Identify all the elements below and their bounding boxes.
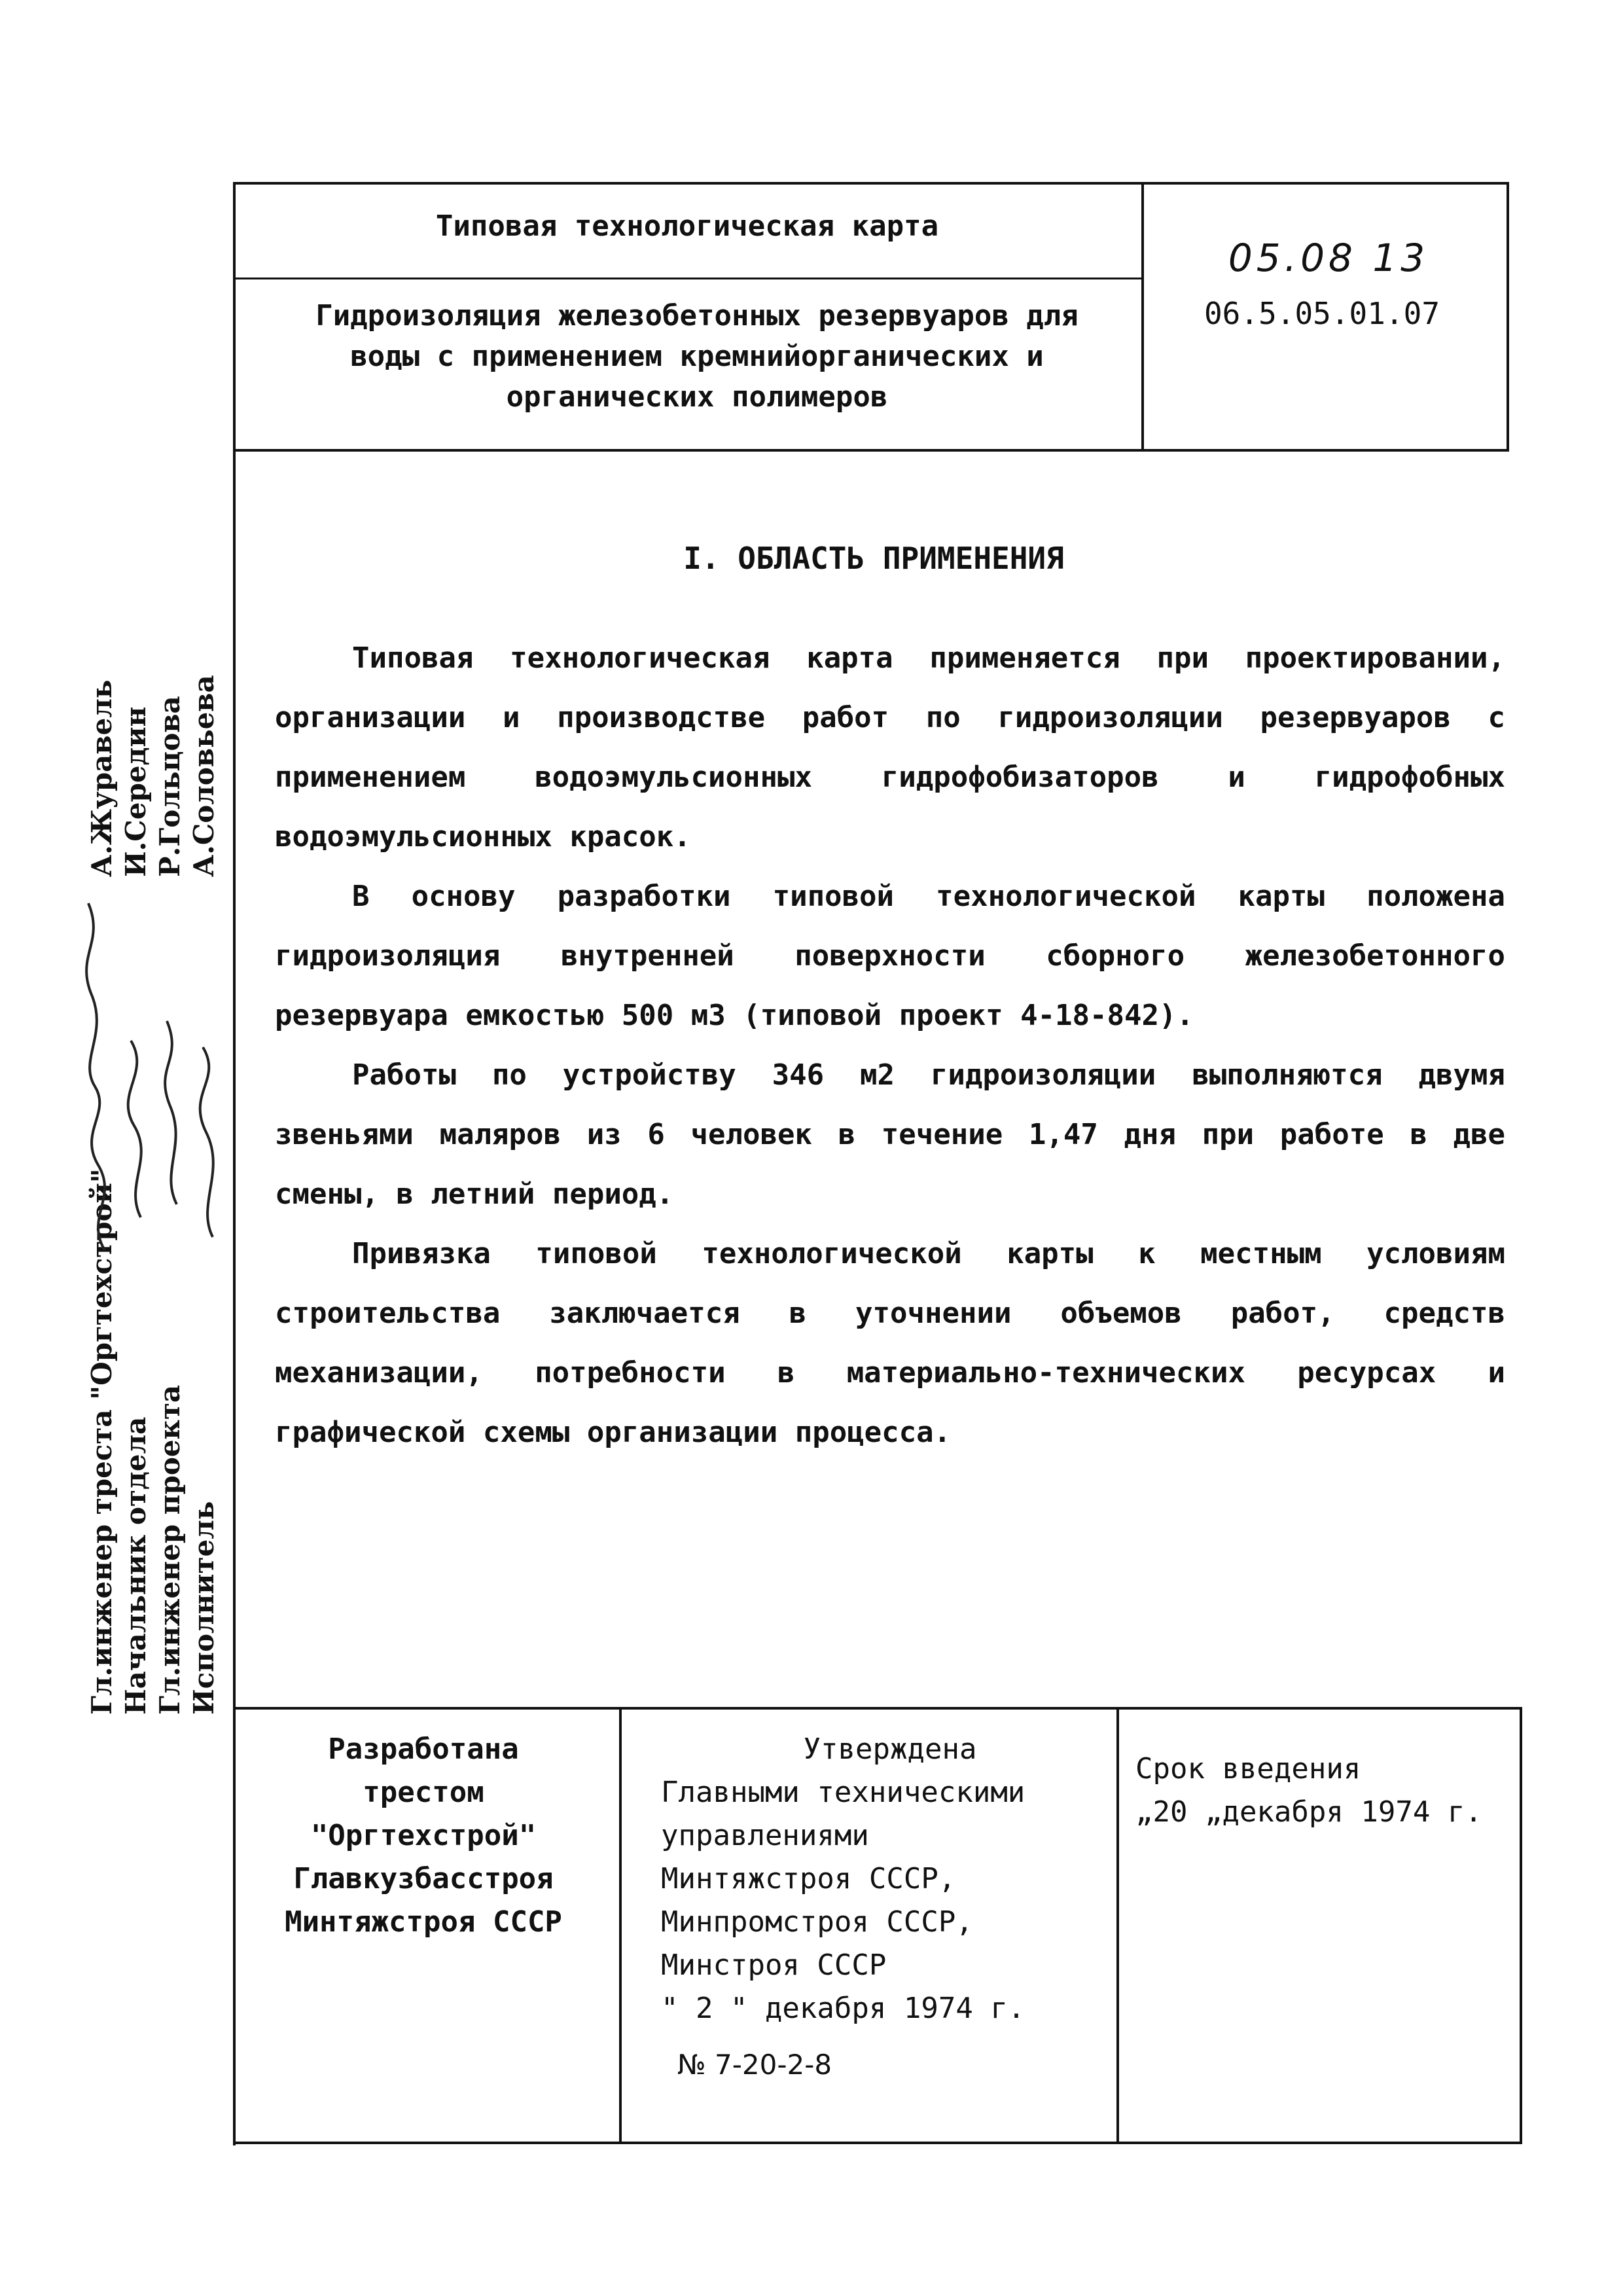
developed-line: Разработана	[328, 1732, 519, 1766]
developed-line: Минтяжстроя СССР	[285, 1905, 562, 1939]
header-divider-horizontal	[233, 278, 1143, 279]
footer-divider-1	[619, 1707, 622, 2144]
approved-by	[661, 1728, 1119, 2030]
subtitle-line: органических полимеров	[506, 380, 888, 414]
approved-heading: Утверждена	[803, 1732, 977, 1766]
footer-top	[233, 1707, 1522, 1710]
approved-line: Минтяжстроя СССР,	[661, 1862, 956, 1895]
approval-number: № 7-20-2-8	[677, 2049, 832, 2081]
approval-name: И.Середин	[120, 706, 152, 877]
approved-line: Главными техническими	[661, 1776, 1026, 1809]
developed-line: Главкузбасстроя	[293, 1862, 554, 1895]
document-subtitle	[262, 296, 1132, 418]
section-heading: I. ОБЛАСТЬ ПРИМЕНЕНИЯ	[683, 541, 1064, 576]
approval-name: А.Соловьева	[188, 675, 220, 877]
signature-scribbles	[79, 890, 249, 1257]
approval-name: А.Журавель	[86, 679, 118, 877]
paragraph: Работы по устройству 346 м2 гидроизоляции выполняются двумя звеньями маляров из 6 человек в течение 1,47 дня при работе в две смены, в летний период.	[275, 1058, 1505, 1211]
approved-line: управлениями	[661, 1819, 869, 1852]
paragraph: Привязка типовой технологической карты к местным условиям строительства заключается в уточнении объемов работ, средств механизации, потребности в материально-технических ресурсах и графической схемы организации процесса.	[275, 1237, 1505, 1449]
header-divider-vertical	[1141, 182, 1144, 450]
frame-right-top	[1507, 182, 1509, 450]
footer-bottom	[233, 2142, 1522, 2144]
developed-by	[237, 1728, 610, 1944]
approved-line: Минпромстроя СССР,	[661, 1905, 973, 1939]
developed-line: "Оргтехстрой"	[310, 1819, 537, 1852]
approval-role: Исполнитель	[188, 1501, 220, 1715]
effective-date-cell	[1135, 1748, 1528, 1834]
header-bottom	[233, 449, 1509, 452]
approval-role: Гл.инженер треста "Оргтехстрой"	[86, 1168, 118, 1715]
effective-date: „20 „декабря 1974 г.	[1135, 1795, 1482, 1829]
approved-line: Минстроя СССР	[661, 1948, 887, 1982]
approval-sidebar	[79, 602, 249, 1715]
approval-block	[79, 602, 249, 1715]
subtitle-line: Гидроизоляция железобетонных резервуаров для	[315, 299, 1079, 332]
section-body	[275, 628, 1505, 1462]
paragraph: В основу разработки типовой технологической карты положена гидроизоляция внутренней поверхности сборного железобетонного резервуара емкостью 500 м3 (типовой проект 4-18-842).	[275, 880, 1505, 1032]
approved-date: " 2 " декабря 1974 г.	[661, 1992, 1026, 2025]
approval-role: Начальник отдела	[120, 1416, 152, 1715]
document-code: 06.5.05.01.07	[1204, 296, 1440, 331]
developed-line: трестом	[363, 1776, 484, 1809]
handwritten-code: 05.08 13	[1228, 236, 1429, 280]
approval-role: Гл.инженер проекта	[154, 1384, 186, 1715]
paragraph: Типовая технологическая карта применяется при проектировании, организации и производстве работ по гидроизоляции резервуаров с применением водоэмульсионных гидрофобизаторов и гидрофобных водоэмульсионных красок.	[275, 641, 1505, 853]
effective-label: Срок введения	[1135, 1752, 1361, 1785]
subtitle-line: воды с применением кремнийорганических и	[350, 340, 1044, 373]
approval-name: Р.Гольцова	[154, 696, 186, 877]
frame-top	[233, 182, 1509, 185]
document-title: Типовая технологическая карта	[435, 209, 939, 243]
